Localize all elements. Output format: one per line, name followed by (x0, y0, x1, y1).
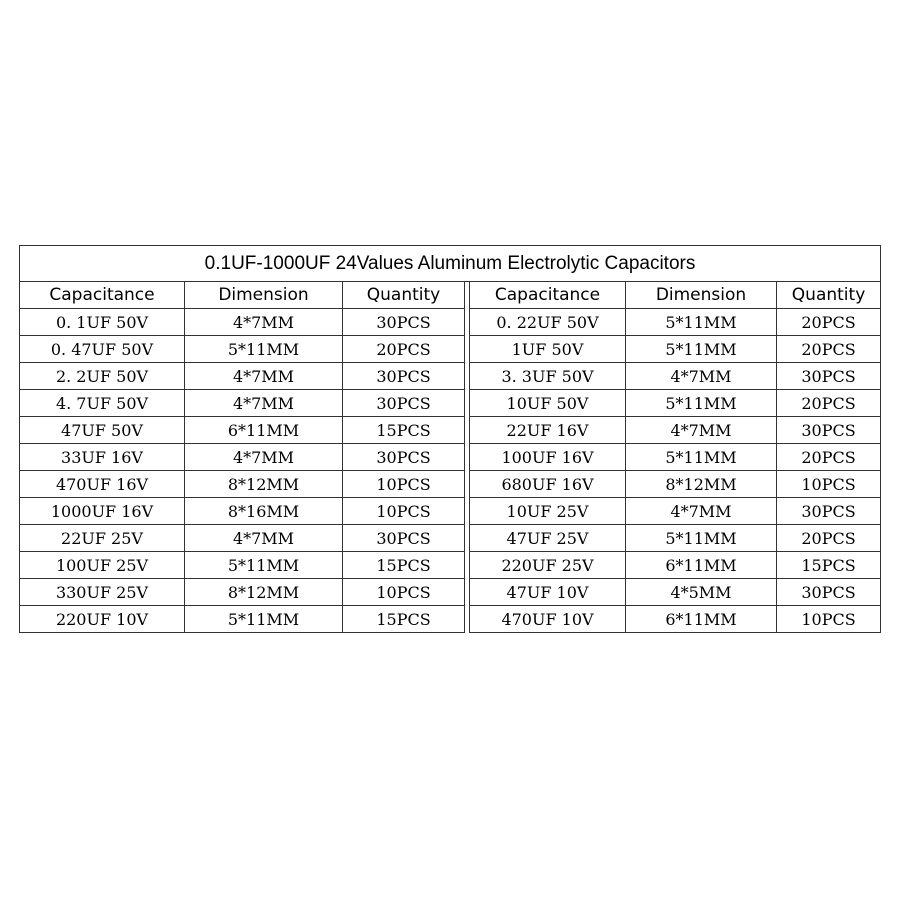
cell-quantity-right: 20PCS (777, 525, 881, 552)
cell-quantity-right: 30PCS (777, 417, 881, 444)
header-capacitance-right: Capacitance (470, 282, 626, 309)
cell-quantity-right: 20PCS (777, 390, 881, 417)
cell-dimension-left: 5*11MM (185, 336, 343, 363)
cell-capacitance-right: 3. 3UF 50V (470, 363, 626, 390)
cell-dimension-right: 4*7MM (626, 498, 777, 525)
cell-quantity-right: 20PCS (777, 309, 881, 336)
cell-capacitance-left: 0. 1UF 50V (20, 309, 185, 336)
table-row (20, 336, 881, 363)
cell-quantity-left: 10PCS (343, 471, 465, 498)
header-quantity-left: Quantity (343, 282, 465, 309)
cell-dimension-left: 8*12MM (185, 579, 343, 606)
cell-capacitance-left: 1000UF 16V (20, 498, 185, 525)
table-title: 0.1UF-1000UF 24Values Aluminum Electrolytic Capacitors (20, 246, 881, 282)
cell-quantity-right: 30PCS (777, 498, 881, 525)
table-row (20, 606, 881, 633)
cell-dimension-left: 4*7MM (185, 525, 343, 552)
cell-capacitance-right: 10UF 25V (470, 498, 626, 525)
header-capacitance-left: Capacitance (20, 282, 185, 309)
cell-quantity-left: 15PCS (343, 417, 465, 444)
cell-quantity-right: 30PCS (777, 579, 881, 606)
cell-capacitance-left: 47UF 50V (20, 417, 185, 444)
cell-capacitance-left: 100UF 25V (20, 552, 185, 579)
cell-capacitance-right: 47UF 10V (470, 579, 626, 606)
cell-capacitance-left: 22UF 25V (20, 525, 185, 552)
cell-capacitance-left: 0. 47UF 50V (20, 336, 185, 363)
cell-quantity-left: 30PCS (343, 525, 465, 552)
table-row (20, 579, 881, 606)
cell-dimension-right: 6*11MM (626, 606, 777, 633)
cell-dimension-right: 6*11MM (626, 552, 777, 579)
cell-dimension-left: 5*11MM (185, 552, 343, 579)
cell-quantity-left: 10PCS (343, 579, 465, 606)
cell-capacitance-right: 680UF 16V (470, 471, 626, 498)
cell-capacitance-left: 470UF 16V (20, 471, 185, 498)
header-dimension-left: Dimension (185, 282, 343, 309)
cell-dimension-right: 5*11MM (626, 390, 777, 417)
cell-dimension-right: 4*7MM (626, 417, 777, 444)
cell-dimension-left: 4*7MM (185, 363, 343, 390)
cell-quantity-left: 15PCS (343, 606, 465, 633)
table-row (20, 417, 881, 444)
cell-dimension-right: 8*12MM (626, 471, 777, 498)
cell-capacitance-right: 10UF 50V (470, 390, 626, 417)
cell-capacitance-left: 2. 2UF 50V (20, 363, 185, 390)
cell-quantity-right: 15PCS (777, 552, 881, 579)
cell-capacitance-right: 470UF 10V (470, 606, 626, 633)
table-body (20, 309, 881, 633)
table-row (20, 552, 881, 579)
cell-quantity-right: 10PCS (777, 471, 881, 498)
cell-capacitance-right: 0. 22UF 50V (470, 309, 626, 336)
cell-capacitance-left: 33UF 16V (20, 444, 185, 471)
cell-dimension-left: 6*11MM (185, 417, 343, 444)
table-row (20, 498, 881, 525)
column-header-row (20, 282, 881, 309)
cell-capacitance-right: 100UF 16V (470, 444, 626, 471)
cell-quantity-left: 30PCS (343, 390, 465, 417)
table-row (20, 309, 881, 336)
cell-dimension-left: 8*16MM (185, 498, 343, 525)
capacitor-spec-table (19, 245, 881, 633)
cell-quantity-left: 20PCS (343, 336, 465, 363)
table-row (20, 471, 881, 498)
cell-capacitance-right: 47UF 25V (470, 525, 626, 552)
cell-quantity-right: 20PCS (777, 336, 881, 363)
cell-dimension-right: 5*11MM (626, 336, 777, 363)
cell-quantity-left: 15PCS (343, 552, 465, 579)
cell-quantity-right: 20PCS (777, 444, 881, 471)
header-dimension-right: Dimension (626, 282, 777, 309)
cell-dimension-right: 4*5MM (626, 579, 777, 606)
cell-quantity-left: 30PCS (343, 309, 465, 336)
cell-capacitance-right: 22UF 16V (470, 417, 626, 444)
cell-capacitance-right: 220UF 25V (470, 552, 626, 579)
cell-quantity-right: 10PCS (777, 606, 881, 633)
cell-dimension-right: 4*7MM (626, 363, 777, 390)
cell-dimension-left: 5*11MM (185, 606, 343, 633)
cell-dimension-right: 5*11MM (626, 444, 777, 471)
cell-quantity-right: 30PCS (777, 363, 881, 390)
cell-dimension-right: 5*11MM (626, 309, 777, 336)
table-row (20, 363, 881, 390)
cell-dimension-right: 5*11MM (626, 525, 777, 552)
cell-capacitance-left: 330UF 25V (20, 579, 185, 606)
cell-capacitance-right: 1UF 50V (470, 336, 626, 363)
header-quantity-right: Quantity (777, 282, 881, 309)
cell-capacitance-left: 4. 7UF 50V (20, 390, 185, 417)
table-row (20, 525, 881, 552)
cell-capacitance-left: 220UF 10V (20, 606, 185, 633)
table-row (20, 444, 881, 471)
cell-dimension-left: 4*7MM (185, 444, 343, 471)
cell-dimension-left: 4*7MM (185, 390, 343, 417)
cell-dimension-left: 4*7MM (185, 309, 343, 336)
cell-quantity-left: 10PCS (343, 498, 465, 525)
cell-quantity-left: 30PCS (343, 363, 465, 390)
cell-dimension-left: 8*12MM (185, 471, 343, 498)
table-row (20, 390, 881, 417)
cell-quantity-left: 30PCS (343, 444, 465, 471)
